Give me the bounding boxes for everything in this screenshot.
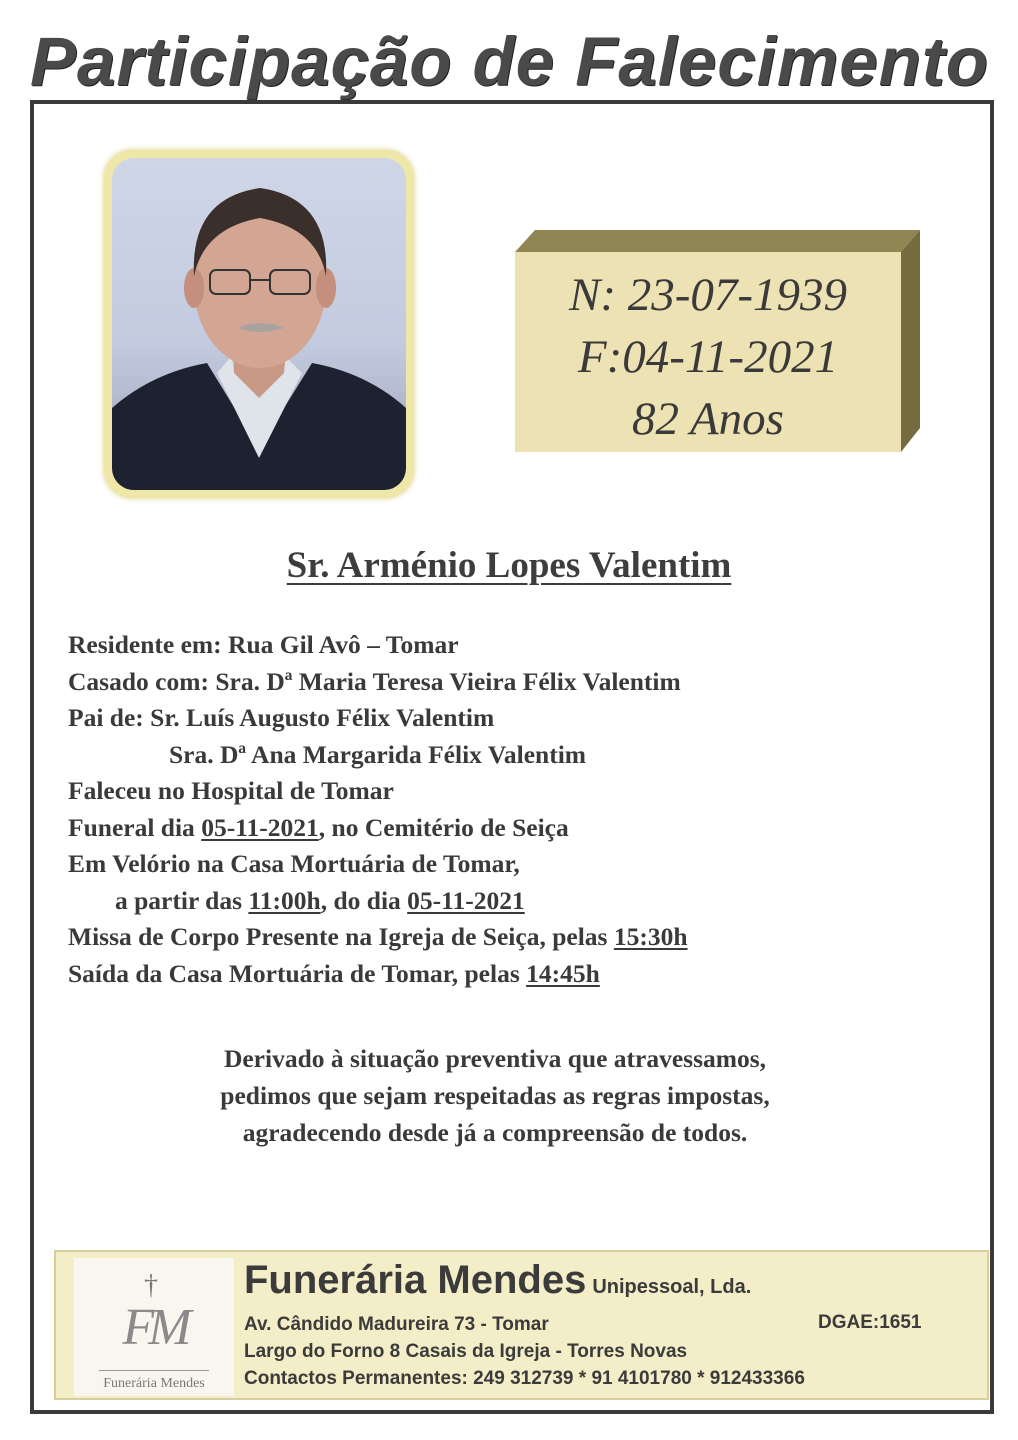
dgae-number: DGAE:1651 (818, 1312, 922, 1333)
wake-line: Em Velório na Casa Mortuária de Tomar, (68, 849, 520, 878)
mass-line (68, 919, 968, 956)
death-place: Faleceu no Hospital de Tomar (68, 776, 394, 805)
company-suffix: Unipessoal, Lda. (592, 1276, 752, 1298)
logo-name: Funerária Mendes (103, 1376, 205, 1391)
children-line: Pai de: Sr. Luís Augusto Félix Valentim (68, 703, 495, 732)
details-block (68, 627, 968, 992)
funeral-line (68, 810, 968, 847)
company-title (244, 1258, 751, 1303)
residence: Residente em: Rua Gil Avô – Tomar (68, 630, 459, 659)
portrait-photo (112, 158, 406, 490)
funeral-prefix: Funeral dia (68, 812, 202, 842)
birth-date: N: 23-07-1939 (568, 269, 848, 321)
notice-line-3: agradecendo desde já a compreensão de todos. (242, 1118, 748, 1147)
funeral-home-footer (54, 1250, 989, 1400)
wake-date: 05-11-2021 (407, 885, 525, 915)
funeral-date: 05-11-2021 (201, 812, 319, 842)
wake-mid: , do dia (320, 885, 408, 915)
page-title: Participação de Falecimento (30, 23, 989, 100)
wake-time: 11:00h (248, 885, 321, 915)
address-2: Largo do Forno 8 Casais da Igreja - Torres Novas (244, 1341, 688, 1362)
age: 82 Anos (632, 393, 784, 445)
notice-text (0, 1040, 990, 1151)
notice-line-1: Derivado à situação preventiva que atravessamos, (223, 1044, 767, 1073)
contacts: Contactos Permanentes: 249 312739 * 91 4101780 * 912433366 (244, 1368, 805, 1389)
departure-line (68, 956, 968, 993)
funeral-home-logo (74, 1258, 234, 1396)
wake-prefix: a partir das (115, 885, 249, 915)
departure-prefix: Saída da Casa Mortuária de Tomar, pelas (68, 958, 527, 988)
mass-prefix: Missa de Corpo Presente na Igreja de Seiça, pelas (68, 922, 614, 951)
portrait-frame (104, 150, 414, 498)
logo-divider (99, 1370, 209, 1371)
spouse: Casado com: Sra. Dª Maria Teresa Vieira Félix Valentim (68, 666, 681, 696)
funeral-suffix: , no Cemitério de Seiça (318, 812, 569, 842)
deceased-name: Sr. Arménio Lopes Valentim (286, 545, 732, 586)
address-1: Av. Cândido Madureira 73 - Tomar (244, 1314, 549, 1335)
portrait-illustration (112, 158, 406, 490)
dates-plaque (515, 230, 920, 452)
deceased-name-row (0, 544, 1018, 587)
child-2: Sra. Dª Ana Margarida Félix Valentim (169, 739, 587, 769)
mass-time: 15:30h (613, 922, 688, 951)
notice-line-2: pedimos que sejam respeitadas as regras impostas, (220, 1081, 770, 1110)
death-date: F:04-11-2021 (577, 331, 839, 383)
company-name: Funerária Mendes (244, 1258, 587, 1302)
wake-time-line (68, 883, 968, 920)
departure-time: 14:45h (526, 958, 600, 988)
logo-initials: FM (122, 1299, 186, 1356)
cross-icon: † (144, 1270, 158, 1301)
